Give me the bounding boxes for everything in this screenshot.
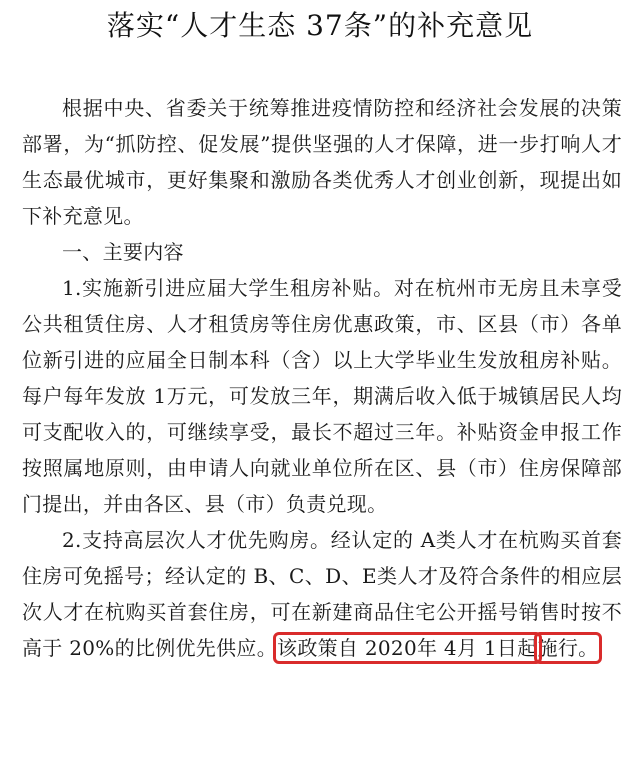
item-2-text: 2.支持高层次人才优先购房。经认定的 A类人才在杭购买首套住房可免摇号；经认定的 B、C、D、E类人才及符合条件的相应层次人才在杭购买首套住房，可在新建商品住宅公开摇号销售时按不高于 20%的比例优先供应。 <box>22 528 622 660</box>
section-heading: 一、主要内容 <box>62 240 184 264</box>
highlighted-effective-date-part2: 施行。 <box>537 636 599 660</box>
document-body <box>22 90 622 666</box>
document-title: 落实“人才生态 37条”的补充意见 <box>106 9 534 42</box>
intro-paragraph: 根据中央、省委关于统筹推进疫情防控和经济社会发展的决策部署，为“抓防控、促发展”提供坚强的人才保障，进一步打响人才生态最优城市，更好集聚和激励各类优秀人才创业创新，现提出如下补充意见。 <box>22 96 622 228</box>
highlighted-effective-date-part1: 该政策自 2020年 4月 1日起 <box>277 636 538 660</box>
item-1-paragraph: 1.实施新引进应届大学生租房补贴。对在杭州市无房且未享受公共租赁住房、人才租赁房等住房优惠政策，市、区县（市）各单位新引进的应届全日制本科（含）以上大学毕业生发放租房补贴。每户每年发放 1万元，可发放三年，期满后收入低于城镇居民人均可支配收入的，可继续享受，最长不超过三年。补贴资金申报工作按照属地原则，由申请人向就业单位所在区、县（市）住房保障部门提出，并由各区、县（市）负责兑现。 <box>22 276 622 516</box>
item-2-paragraph <box>22 522 622 666</box>
